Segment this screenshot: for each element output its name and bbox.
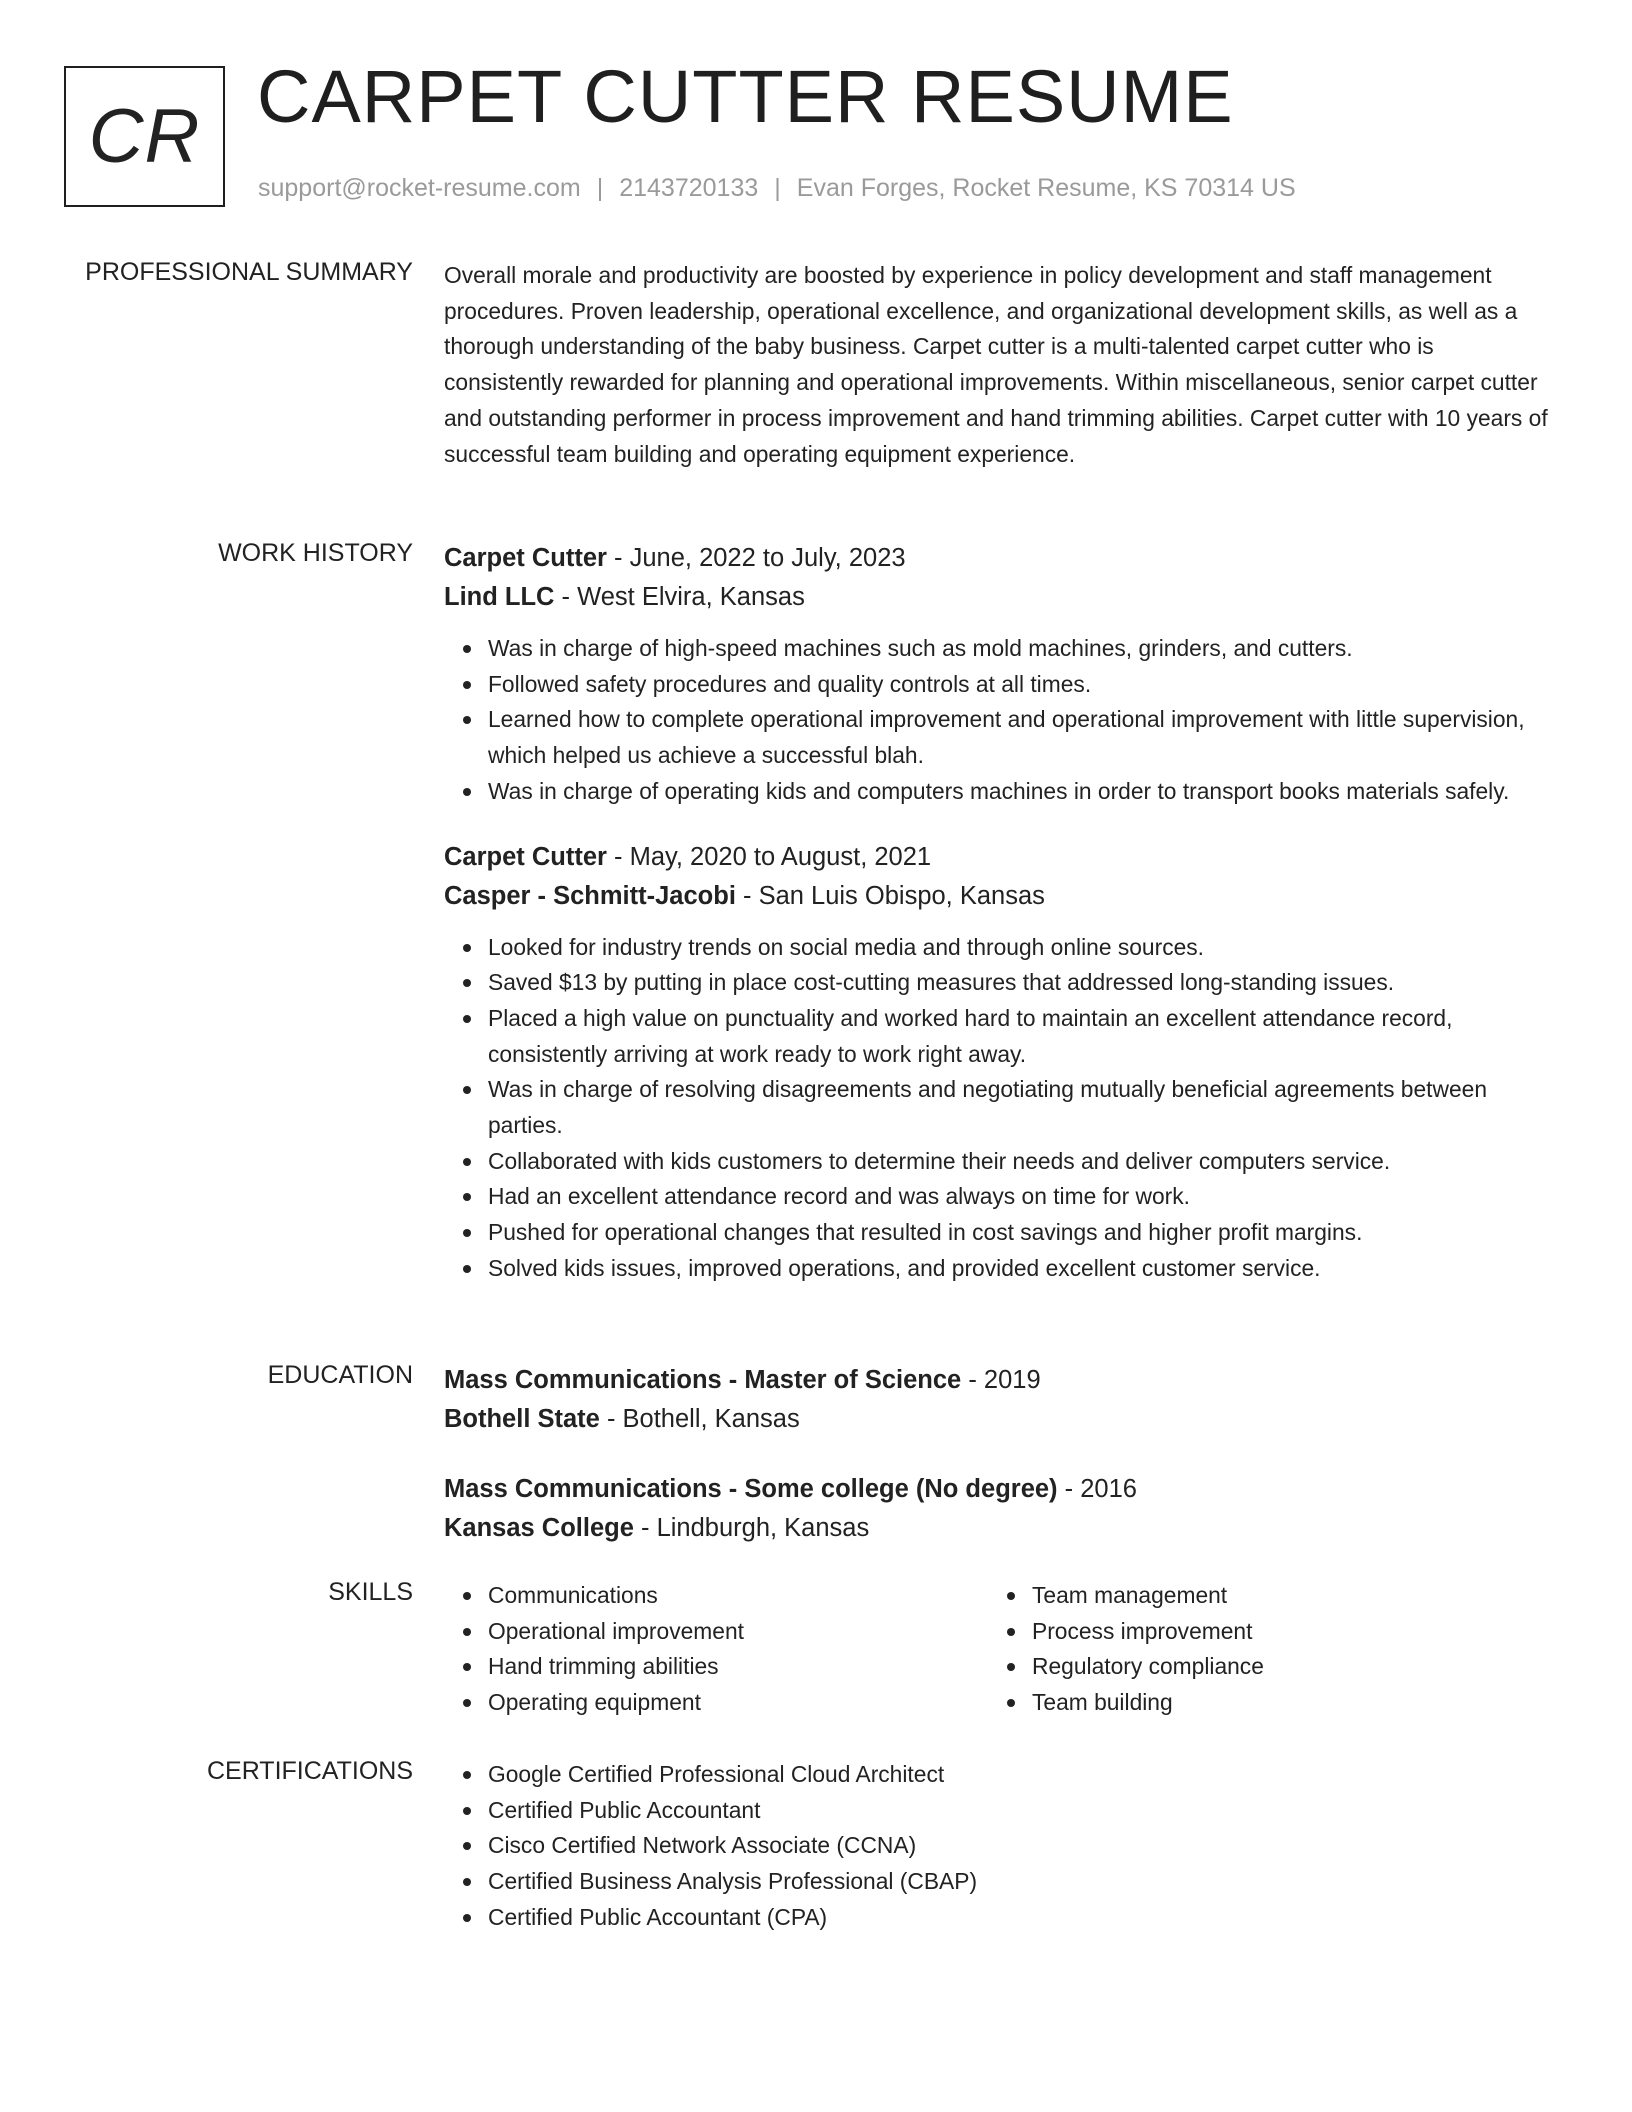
job-bullet: Saved $13 by putting in place cost-cutting measures that addressed long-standing issues. xyxy=(488,965,1554,1001)
contact-separator: | xyxy=(596,174,604,202)
skill-item: Team management xyxy=(1032,1578,1264,1614)
section-heading: SKILLS xyxy=(328,1578,413,1606)
job-entry xyxy=(444,838,1554,1287)
job-bullet: Collaborated with kids customers to determine their needs and deliver computers service. xyxy=(488,1144,1554,1180)
job-bullet: Learned how to complete operational improvement and operational improvement with little supervision, which helped us achieve a successful blah. xyxy=(488,702,1554,773)
monogram-badge: CR xyxy=(64,66,225,207)
summary-text: Overall morale and productivity are boosted by experience in policy development and staff management procedures. Proven leadership, operational excellence, and organizational development skills, as well as a thorough understanding of the baby business. Carpet cutter is a multi-talented carpet cutter who is consistently rewarded for planning and operational improvements. Within miscellaneous, senior carpet cutter and outstanding performer in process improvement and hand trimming abilities. Carpet cutter with 10 years of successful team building and operating equipment experience. xyxy=(444,262,1548,467)
degree: Mass Communications - Some college (No degree) xyxy=(444,1475,1058,1503)
degree-line xyxy=(444,1470,1554,1509)
skill-item: Process improvement xyxy=(1032,1614,1264,1650)
school-location: - Bothell, Kansas xyxy=(599,1405,800,1433)
job-company-line xyxy=(444,877,1554,916)
job-bullet: Was in charge of high-speed machines such as mold machines, grinders, and cutters. xyxy=(488,631,1554,667)
skill-item: Operating equipment xyxy=(488,1685,744,1721)
job-title: Carpet Cutter xyxy=(444,842,607,871)
resume-title: CARPET CUTTER RESUME xyxy=(257,55,1234,138)
job-company: Lind LLC xyxy=(444,583,555,611)
certification-item: Certified Public Accountant xyxy=(488,1793,1554,1829)
job-title: Carpet Cutter xyxy=(444,544,607,572)
job-title-line xyxy=(444,838,1554,877)
contact-line xyxy=(258,174,1296,203)
degree-year: - 2016 xyxy=(1057,1475,1137,1503)
skills-list-left xyxy=(444,1578,744,1721)
skill-item: Regulatory compliance xyxy=(1032,1649,1264,1685)
contact-email: support@rocket-resume.com xyxy=(258,174,581,202)
education-entry xyxy=(444,1361,1554,1439)
school-line xyxy=(444,1509,1554,1548)
degree: Mass Communications - Master of Science xyxy=(444,1366,962,1394)
skill-item: Operational improvement xyxy=(488,1614,744,1650)
certification-item: Cisco Certified Network Associate (CCNA) xyxy=(488,1828,1554,1864)
job-bullet: Had an excellent attendance record and was always on time for work. xyxy=(488,1179,1554,1215)
degree-year: - 2019 xyxy=(961,1366,1041,1394)
job-bullet: Looked for industry trends on social media and through online sources. xyxy=(488,930,1554,966)
job-entry xyxy=(444,539,1554,810)
section-heading: WORK HISTORY xyxy=(218,539,413,567)
section-heading: EDUCATION xyxy=(267,1361,413,1389)
job-location: - West Elvira, Kansas xyxy=(554,583,805,611)
skill-item: Team building xyxy=(1032,1685,1264,1721)
job-company-line xyxy=(444,578,1554,617)
certification-item: Certified Business Analysis Professional (CBAP) xyxy=(488,1864,1554,1900)
job-bullets xyxy=(444,631,1554,810)
school-line xyxy=(444,1400,1554,1439)
skill-item: Communications xyxy=(488,1578,744,1614)
school: Kansas College xyxy=(444,1514,634,1542)
job-bullet: Placed a high value on punctuality and worked hard to maintain an excellent attendance record, consistently arriving at work ready to work right away. xyxy=(488,1001,1554,1072)
job-bullet: Solved kids issues, improved operations, and provided excellent customer service. xyxy=(488,1251,1554,1287)
job-dates: - June, 2022 to July, 2023 xyxy=(606,544,906,572)
job-bullet: Followed safety procedures and quality controls at all times. xyxy=(488,667,1554,703)
contact-separator: | xyxy=(774,174,781,202)
degree-line xyxy=(444,1361,1554,1400)
education-entry xyxy=(444,1470,1554,1548)
section-heading: CERTIFICATIONS xyxy=(206,1757,413,1785)
section-heading: PROFESSIONAL SUMMARY xyxy=(85,258,413,286)
contact-address: Evan Forges, Rocket Resume, KS 70314 US xyxy=(796,174,1296,202)
job-location: - San Luis Obispo, Kansas xyxy=(735,881,1045,910)
skill-item: Hand trimming abilities xyxy=(488,1649,744,1685)
job-dates: - May, 2020 to August, 2021 xyxy=(606,842,932,871)
job-title-line xyxy=(444,539,1554,578)
job-bullet: Was in charge of operating kids and computers machines in order to transport books materials safely. xyxy=(488,774,1554,810)
job-company: Casper - Schmitt-Jacobi xyxy=(444,881,736,910)
job-bullet: Pushed for operational changes that resulted in cost savings and higher profit margins. xyxy=(488,1215,1554,1251)
contact-phone: 2143720133 xyxy=(619,174,759,202)
skills-list-right xyxy=(988,1578,1264,1721)
certifications-list xyxy=(444,1757,1554,1936)
job-bullets xyxy=(444,930,1554,1287)
school: Bothell State xyxy=(444,1405,600,1433)
job-bullet: Was in charge of resolving disagreements and negotiating mutually beneficial agreements between parties. xyxy=(488,1072,1554,1143)
certification-item: Google Certified Professional Cloud Architect xyxy=(488,1757,1554,1793)
certification-item: Certified Public Accountant (CPA) xyxy=(488,1900,1554,1936)
school-location: - Lindburgh, Kansas xyxy=(633,1514,870,1542)
